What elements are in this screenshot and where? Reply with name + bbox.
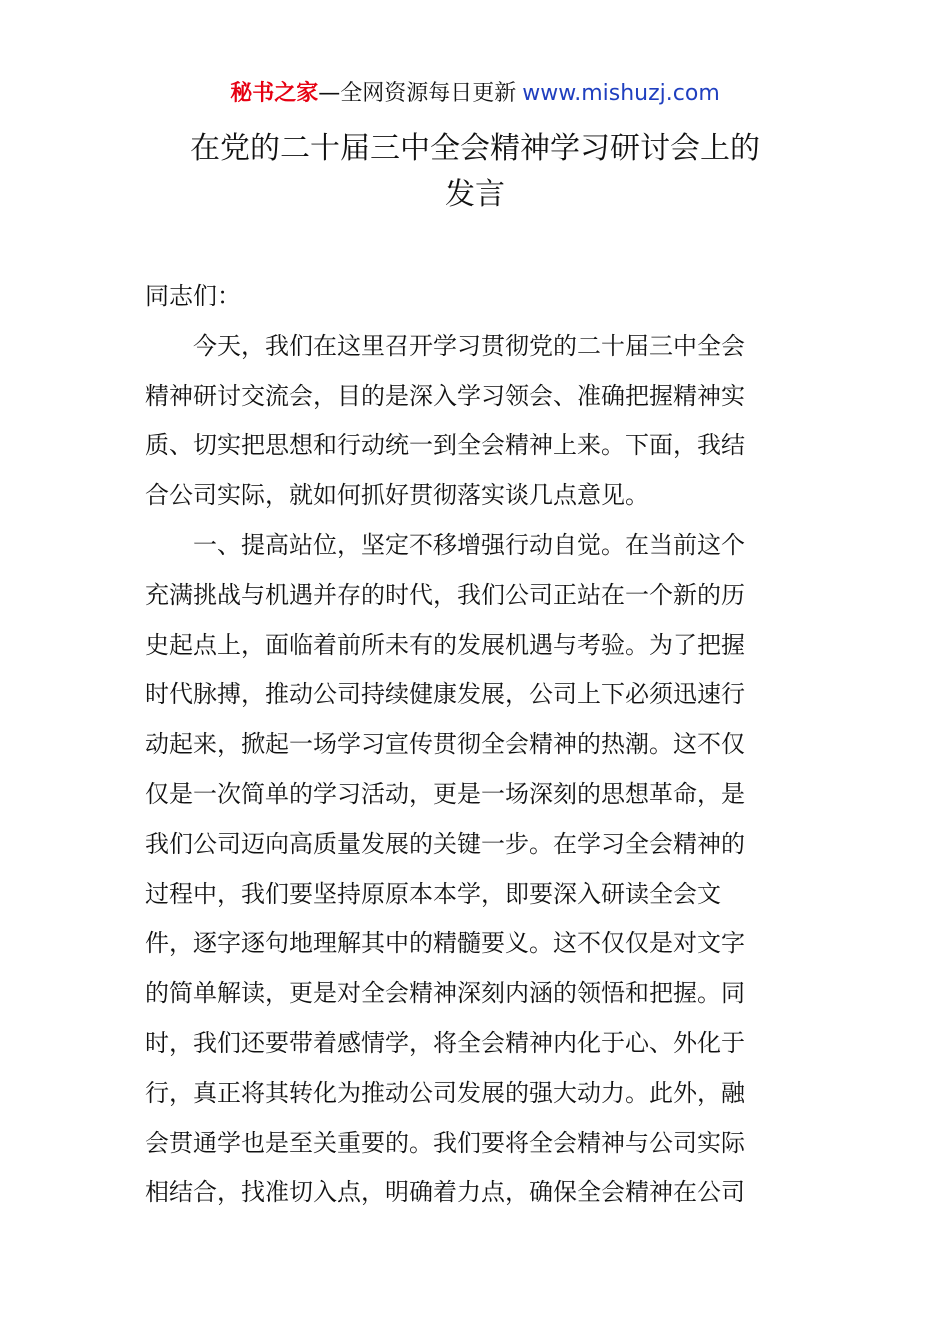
document-body bbox=[145, 272, 805, 1218]
body-line: 精神研讨交流会，目的是深入学习领会、准确把握精神实 bbox=[145, 381, 745, 410]
body-line: 史起点上，面临着前所未有的发展机遇与考验。为了把握 bbox=[145, 630, 745, 659]
site-brand: 秘书之家 bbox=[230, 81, 319, 106]
body-line: 相结合，找准切入点，明确着力点，确保全会精神在公司 bbox=[145, 1178, 745, 1207]
body-line: 过程中，我们要坚持原原本本学，即要深入研读全会文 bbox=[145, 879, 721, 908]
site-url-link[interactable]: www.mishuzj.com bbox=[522, 81, 720, 106]
body-line: 质、切实把思想和行动统一到全会精神上来。下面，我结 bbox=[145, 431, 745, 460]
salutation: 同志们： bbox=[145, 282, 241, 310]
body-line: 时代脉搏，推动公司持续健康发展，公司上下必须迅速行 bbox=[145, 680, 745, 709]
body-line: 的简单解读，更是对全会精神深刻内涵的领悟和把握。同 bbox=[145, 979, 745, 1008]
site-tagline: —全网资源每日更新 bbox=[318, 81, 517, 106]
body-line: 仅是一次简单的学习活动，更是一场深刻的思想革命，是 bbox=[145, 779, 745, 808]
body-line: 合公司实际，就如何抓好贯彻落实谈几点意见。 bbox=[145, 481, 649, 510]
title-line-1: 在党的二十届三中全会精神学习研讨会上的 bbox=[190, 131, 760, 166]
site-header bbox=[0, 78, 950, 110]
body-line: 件，逐字逐句地理解其中的精髓要义。这不仅仅是对文字 bbox=[145, 929, 745, 958]
body-line: 我们公司迈向高质量发展的关键一步。在学习全会精神的 bbox=[145, 829, 745, 858]
title-line-2: 发言 bbox=[445, 177, 505, 212]
body-line: 会贯通学也是至关重要的。我们要将全会精神与公司实际 bbox=[145, 1128, 745, 1157]
body-line: 动起来，掀起一场学习宣传贯彻全会精神的热潮。这不仅 bbox=[145, 730, 745, 759]
body-line: 时，我们还要带着感情学，将全会精神内化于心、外化于 bbox=[145, 1028, 745, 1057]
body-line: 充满挑战与机遇并存的时代，我们公司正站在一个新的历 bbox=[145, 580, 745, 609]
document-title bbox=[0, 126, 950, 218]
body-line: 今天，我们在这里召开学习贯彻党的二十届三中全会 bbox=[193, 331, 745, 360]
body-line: 行，真正将其转化为推动公司发展的强大动力。此外，融 bbox=[145, 1078, 745, 1107]
section-heading-line: 一、提高站位，坚定不移增强行动自觉。在当前这个 bbox=[193, 530, 745, 559]
